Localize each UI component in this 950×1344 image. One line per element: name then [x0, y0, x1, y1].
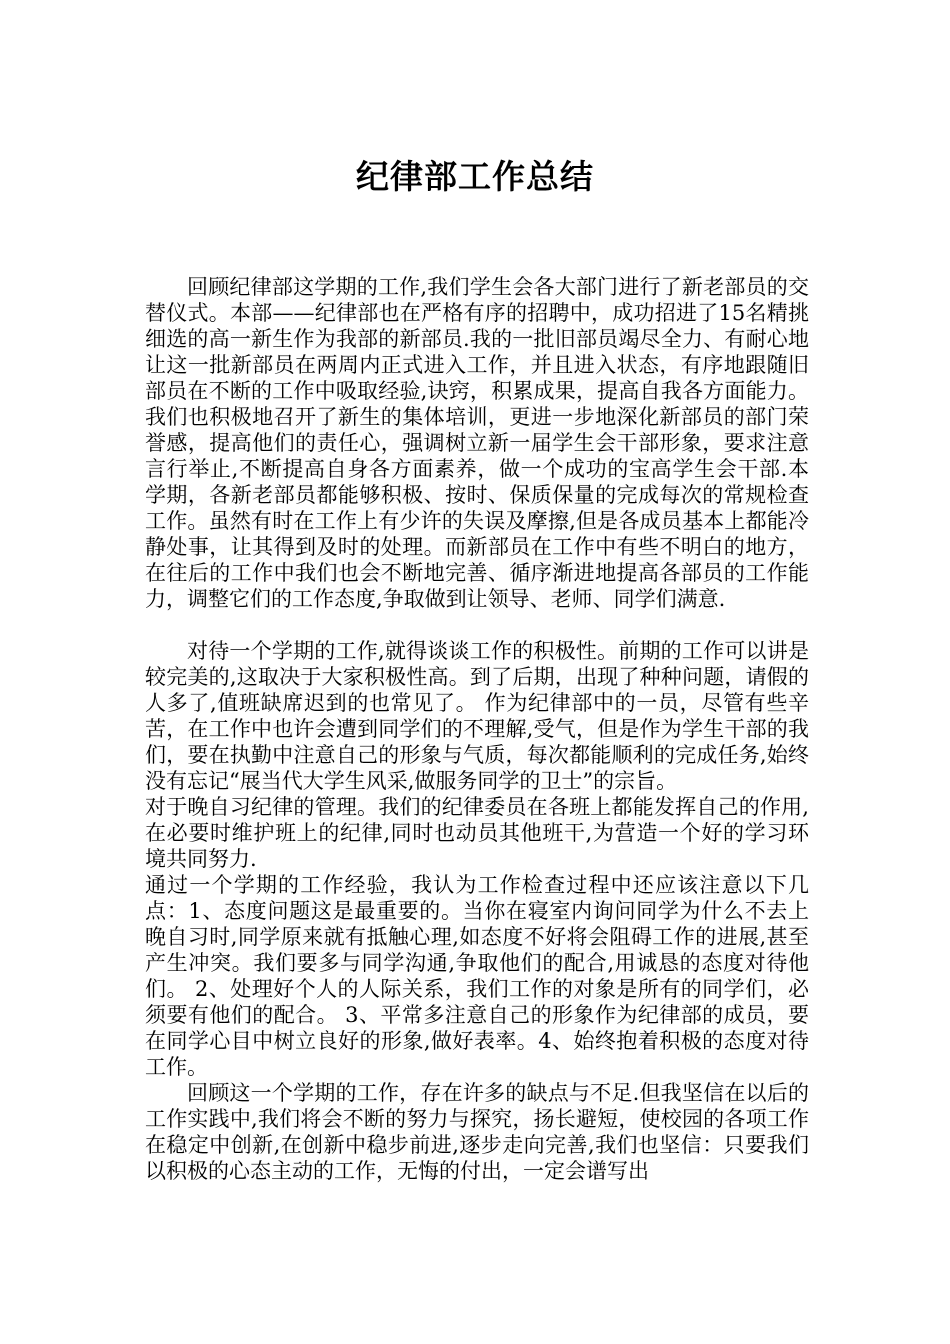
- paragraph-experience: 通过一个学期的工作经验，我认为工作检查过程中还应该注意以下几点：1、态度问题这是最重要的。当你在寝室内询问同学为什么不去上晚自习时,同学原来就有抵触心理,如态度不好将会阻碍工作的进展,甚至产生冲突。我们要多与同学沟通,争取他们的配合,用诚恳的态度对待他们。 2、处理好个人的人际关系，我们工作的对象是所有的同学们，必须要有他们的配合。 3、平常多注意自己的形象作为纪律部的成员，要在同学心目中树立良好的形象,做好表率。4、始终抱着积极的态度对待工作。: [145, 873, 809, 1079]
- document-title: 纪律部工作总结: [356, 157, 594, 196]
- paragraph-enthusiasm: 对待一个学期的工作,就得谈谈工作的积极性。前期的工作可以讲是较完美的,这取决于大家积极性高。到了后期，出现了种种问题，请假的人多了,值班缺席迟到的也常见了。 作为纪律部中的一员，尽管有些辛苦，在工作中也许会遭到同学们的不理解,受气，但是作为学生干部的我们，要在执勤中注意自己的形象与气质，每次都能顺利的完成任务,始终没有忘记“展当代大学生风采,做服务同学的卫士”的宗旨。: [145, 639, 809, 793]
- paragraph-conclusion: 回顾这一个学期的工作，存在许多的缺点与不足.但我坚信在以后的工作实践中,我们将会不断的努力与探究，扬长避短，使校园的各项工作在稳定中创新,在创新中稳步前进,逐步走向完善,我们也坚信：只要我们以积极的心态主动的工作，无悔的付出，一定会谱写出: [145, 1081, 809, 1183]
- document-body: [145, 274, 809, 1184]
- paragraph-evening-study: 对于晚自习纪律的管理。我们的纪律委员在各班上都能发挥自己的作用,在必要时维护班上的纪律,同时也动员其他班干,为营造一个好的学习环境共同努力.: [145, 795, 809, 871]
- paragraph-review: 回顾纪律部这学期的工作,我们学生会各大部门进行了新老部员的交替仪式。本部——纪律部也在严格有序的招聘中，成功招进了15名精挑细选的高一新生作为我部的新部员.我的一批旧部员竭尽全力、有耐心地让这一批新部员在两周内正式进入工作，并且进入状态，有序地跟随旧部员在不断的工作中吸取经验,诀窍，积累成果，提高自我各方面能力。我们也积极地召开了新生的集体培训，更进一步地深化新部员的部门荣誉感，提高他们的责任心，强调树立新一届学生会干部形象，要求注意言行举止,不断提高自身各方面素养，做一个成功的宝高学生会干部.本学期，各新老部员都能够积极、按时、保质保量的完成每次的常规检查工作。虽然有时在工作上有少许的失误及摩擦,但是各成员基本上都能冷静处事，让其得到及时的处理。而新部员在工作中有些不明白的地方，在往后的工作中我们也会不断地完善、循序渐进地提高各部员的工作能力，调整它们的工作态度,争取做到让领导、老师、同学们满意.: [145, 275, 809, 611]
